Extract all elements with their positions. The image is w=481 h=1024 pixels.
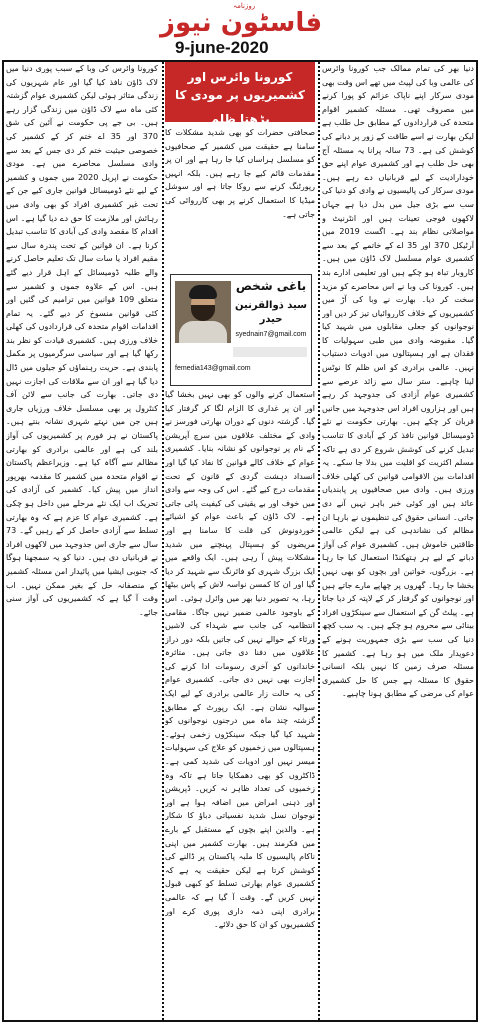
right-column: [322, 62, 474, 1020]
author-email-secondary: femedia143@gmail.com: [175, 365, 251, 372]
author-divider: [233, 347, 307, 357]
right-column-text: دنیا بھر کی تمام ممالک جب کورونا وائرس کی عالمی وبا کی لپیٹ میں تھے اس وقت بھی مودی سرکار اپنے ناپاک عزائم کو پورا کرنے میں مصروف تھی۔ مسئلہ کشمیر اقوام متحدہ کی قراردادوں کے مطابق حل طلب ہے لیکن بھارت نے اسے طاقت کے زور پر دبانے کی کوشش کی ہے۔ 73 سالہ پرانا یہ مسئلہ آج بھی حل طلب ہے اور کشمیری عوام اپنے حق خودارادیت کے لیے قربانیاں دے رہے ہیں۔ مودی سرکار کی پالیسیوں نے وادی کو دنیا کی سب سے بڑی جیل میں بدل دیا ہے جہاں لاکھوں فوجی تعینات ہیں اور انٹرنیٹ و مواصلاتی نظام بند ہے۔ اگست 2019 میں آرٹیکل 370 اور 35 اے کے خاتمے کے بعد سے کشمیری عوام مسلسل لاک ڈاؤن میں ہیں۔ کاروبار تباہ ہو چکے ہیں اور تعلیمی ادارے بند ہیں۔ کورونا کی وبا نے اس محاصرے کو مزید سخت کر دیا۔ بھارت نے وبا کی آڑ میں کشمیریوں کے خلاف کارروائیاں تیز کر دیں اور نوجوانوں کو جعلی مقابلوں میں شہید کیا گیا۔ مقبوضہ وادی میں طبی سہولیات کا فقدان ہے اور ہسپتالوں میں ادویات دستیاب نہیں۔ عالمی برادری کو اس ظلم کا نوٹس لینا چاہیے۔ ستر سال سے زائد عرصے سے کشمیری عوام آزادی کی جدوجہد کر رہے ہیں اور ہزاروں افراد اس جدوجہد میں جانیں قربان کر چکے ہیں۔ بھارتی حکومت نے نئے ڈومیسائل قوانین نافذ کر کے آبادی کا تناسب تبدیل کرنے کی کوشش شروع کر دی ہے تاکہ مسلم اکثریت کو اقلیت میں بدلا جا سکے۔ یہ اقدامات بین الاقوامی قوانین کی کھلی خلاف ورزی ہیں۔ وادی میں صحافیوں پر پابندیاں عائد ہیں اور کوئی خبر باہر نہیں آنے دی جاتی۔ انسانی حقوق کی تنظیموں نے بارہا ان مظالم کی نشاندہی کی ہے لیکن عالمی طاقتیں خاموش ہیں۔ کشمیری عوام کی آواز دبانے کے لیے ہر ہتھکنڈا استعمال کیا جا رہا ہے۔ بزرگوں، خواتین اور بچوں کو بھی نہیں بخشا جا رہا۔ گھروں پر چھاپے مارے جاتے ہیں اور نوجوانوں کو گرفتار کر کے لاپتہ کر دیا جاتا ہے۔ پیلٹ گن کے استعمال سے سینکڑوں افراد بینائی سے محروم ہو چکے ہیں۔ یہ سب کچھ دنیا کی سب سے بڑی جمہوریت ہونے کے دعویدار ملک میں ہو رہا ہے۔ کشمیر کا مسئلہ صرف زمین کا نہیں بلکہ انسانی حقوق کا مسئلہ ہے جس کا حل کشمیری عوام کی مرضی کے مطابق ہونا چاہیے۔: [322, 64, 474, 699]
author-kicker: باغی شخص: [235, 279, 307, 293]
column-divider-right: [318, 62, 320, 1020]
author-photo-shirt: [179, 321, 227, 343]
middle-column: [165, 62, 315, 1020]
headline-line-1: کورونا وائرس اور کشمیریوں پر مودی کا: [175, 70, 305, 102]
masthead-tagline: روزنامہ: [233, 2, 256, 10]
middle-bottom-text: استعمال کرنے والوں کو بھی نہیں بخشا گیا اور ان پر غداری کا الزام لگا کر گرفتار کیا گیا۔ گزشتہ دنوں کے دوران بھارتی فورسز نے وادی کے مختلف علاقوں میں سرچ آپریشن کے نام پر نوجوانوں کو نشانہ بنایا۔ کشمیری عوام کے خلاف کالے قوانین کا نفاذ کیا گیا اور انسداد دہشت گردی کے قانون کے تحت مقدمات درج کیے گئے۔ اس کی وجہ سے وادی میں خوف اور بے یقینی کی کیفیت پائی جاتی ہے۔ لاک ڈاؤن کے باعث عوام کو اشیائے خوردونوش کی قلت کا سامنا ہے اور مریضوں کو ہسپتال پہنچنے میں شدید مشکلات پیش آ رہی ہیں۔ ایک واقعے میں ایک بزرگ شہری کو فائرنگ سے شہید کر دیا گیا اور ان کا کمسن نواسہ لاش کے پاس بیٹھا رہا، یہ تصویر دنیا بھر میں وائرل ہوئی۔ اس کے باوجود عالمی ضمیر نہیں جاگا۔ مقامی انتظامیہ کی جانب سے شہداء کی لاشیں ورثاء کے حوالے نہیں کی جاتیں بلکہ دور دراز علاقوں میں دفنا دی جاتی ہیں۔ متاثرہ خاندانوں کو آخری رسومات ادا کرنے کی اجازت بھی نہیں دی جاتی۔ کشمیری عوام کی یہ حالت زار عالمی برادری کے لیے ایک سوالیہ نشان ہے۔ ایک رپورٹ کے مطابق گزشتہ چند ماہ میں درجنوں نوجوانوں کو شہید کیا گیا جبکہ سینکڑوں زخمی ہوئے۔ ہسپتالوں میں زخمیوں کو علاج کی سہولیات میسر نہیں اور ادویات کی شدید کمی ہے۔ ڈاکٹروں کو بھی دھمکایا جاتا ہے تاکہ وہ زخمیوں کی تعداد ظاہر نہ کریں۔ ڈپریشن اور ذہنی امراض میں اضافہ ہوا ہے اور نوجوان نسل شدید نفسیاتی دباؤ کا شکار ہے۔ والدین اپنے بچوں کے مستقبل کے بارے میں فکرمند ہیں۔ بھارت کشمیر میں اپنی ناکام پالیسیوں کا ملبہ پاکستان پر ڈالنے کی کوشش کرتا ہے لیکن حقیقت یہ ہے کہ کشمیری عوام بھارتی تسلط کو کبھی قبول نہیں کریں گے۔ وقت آ گیا ہے کہ عالمی برادری اپنی ذمہ داری پوری کرے اور کشمیریوں کو ان کا حق دلائے۔: [165, 390, 315, 930]
newspaper-logo: فاسٹون نیوز: [160, 8, 323, 38]
middle-bottom-text-block: [165, 388, 315, 1020]
middle-top-text-block: [165, 126, 315, 268]
middle-top-text: صحافتی حضرات کو بھی شدید مشکلات کا سامنا ہے حقیقت میں کشمیر کے صحافیوں کو مسلسل ہراساں کیا جا رہا ہے اور ان پر مقدمات قائم کیے جا رہے ہیں۔ بلکہ انہیں رپورٹنگ کرنے سے روکا جاتا ہے اور سوشل میڈیا کا استعمال کرنے پر بھی کارروائی کی جاتی ہے۔: [165, 128, 315, 219]
headline-line-2: بڑھتا ظلم: [210, 112, 270, 126]
author-photo: [175, 281, 231, 343]
author-box: [170, 274, 312, 386]
issue-date: 9-june-2020: [175, 38, 269, 57]
left-column: [6, 62, 158, 1020]
author-photo-hair: [189, 285, 217, 299]
author-email-primary: syednain7@gmail.com: [235, 331, 307, 338]
author-name: سید ذوالقرنین حیدر: [235, 300, 307, 325]
headline-banner: [165, 62, 315, 126]
author-photo-beard: [191, 305, 215, 321]
left-column-text: کورونا وائرس کی وبا کے سبب پوری دنیا میں لاک ڈاؤن نافذ کیا گیا اور عام شہریوں کی زندگی متاثر ہوئی لیکن کشمیری عوام گزشتہ کئی ماہ سے لاک ڈاؤن میں زندگی گزار رہے ہیں۔ بی جے پی حکومت نے آئین کی شق 370 اور 35 اے ختم کر کے کشمیر کی خصوصی حیثیت ختم کر دی جس کے بعد سے وادی مسلسل محاصرے میں ہے۔ مودی حکومت نے اپریل 2020 میں جموں و کشمیر کے لیے نئے ڈومیسائل قوانین جاری کیے جن کے تحت غیر کشمیری افراد کو بھی وادی میں رہائش اور ملازمت کا حق دے دیا گیا ہے۔ اس اقدام کا مقصد وادی کی آبادی کا تناسب تبدیل کرنا ہے۔ ان قوانین کے تحت پندرہ سال سے مقیم افراد یا سات سال تک تعلیم حاصل کرنے والے طلبہ ڈومیسائل کے اہل قرار دیے گئے ہیں۔ اس کے علاوہ جموں و کشمیر سے متعلق 109 قوانین میں ترامیم کی گئیں اور کئی قوانین منسوخ کر دیے گئے۔ یہ تمام اقدامات اقوام متحدہ کی قراردادوں کی کھلی خلاف ورزی ہیں۔ کشمیری قیادت کو نظر بند رکھا گیا ہے اور سیاسی سرگرمیوں پر مکمل پابندی ہے۔ حریت رہنماؤں کو جیلوں میں ڈال دیا گیا ہے اور ان سے ملاقات کی اجازت نہیں دی جاتی۔ بھارت کی جانب سے لائن آف کنٹرول پر بھی مسلسل خلاف ورزیاں جاری ہیں جن میں نہتے شہری نشانہ بنتے ہیں۔ پاکستان نے ہر فورم پر کشمیریوں کی آواز بلند کی ہے اور عالمی برادری کو بھارتی مظالم سے آگاہ کیا ہے۔ وزیراعظم پاکستان نے اقوام متحدہ میں کشمیر کا مقدمہ بھرپور انداز میں پیش کیا۔ کشمیر کی آزادی کی تحریک اب ایک نئے مرحلے میں داخل ہو چکی ہے۔ کشمیری عوام کا عزم ہے کہ وہ بھارتی تسلط سے آزادی حاصل کر کے رہیں گے۔ 73 سال سے جاری اس جدوجہد میں لاکھوں افراد نے قربانیاں دی ہیں۔ دنیا کو یہ سمجھنا ہوگا کہ جنوبی ایشیا میں پائیدار امن مسئلہ کشمیر کے منصفانہ حل کے بغیر ممکن نہیں۔ اب وقت آ گیا ہے کہ کشمیریوں کی آواز سنی جائے۔: [6, 64, 158, 617]
column-divider-left: [162, 62, 164, 1020]
